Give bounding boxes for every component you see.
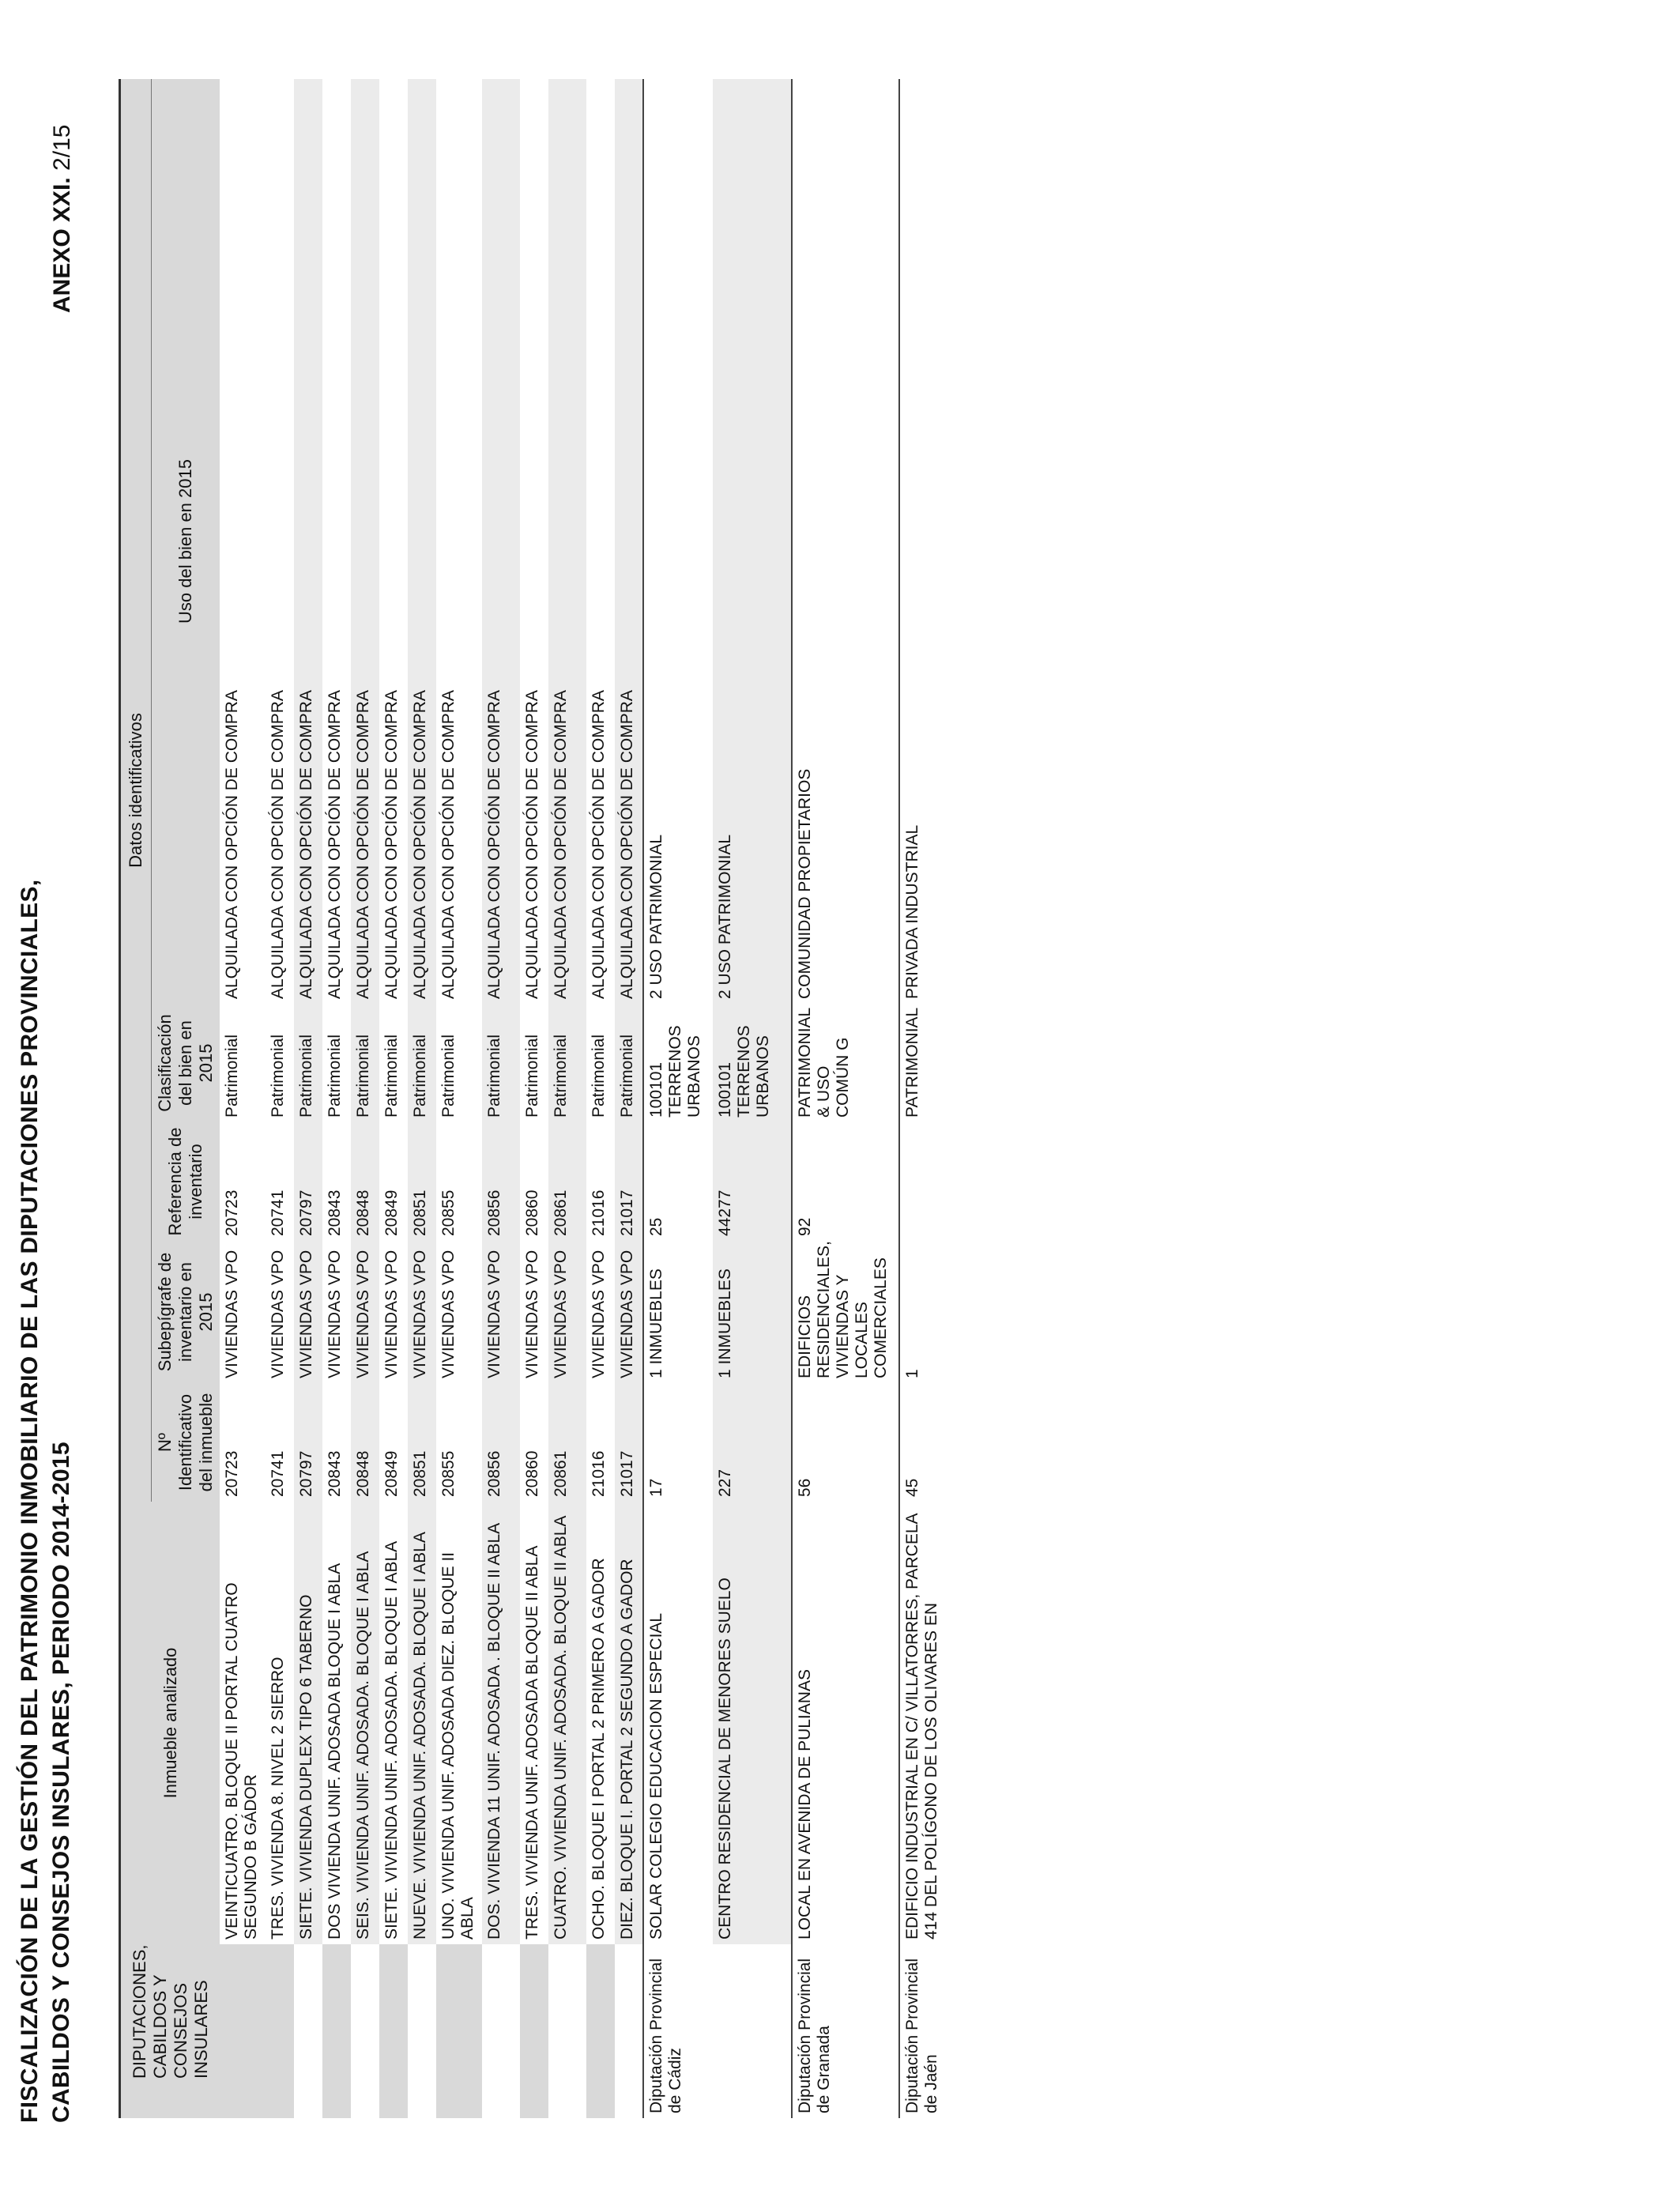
table-cell-ref: 21016: [590, 1189, 608, 1236]
table-cell-entity: [615, 1944, 643, 2118]
table-cell-entity: Diputación Provincial de Cádiz: [643, 1944, 713, 2118]
table-cell-ref: 20851: [408, 1122, 436, 1241]
table-cell-asset: LOCAL EN AVENIDA DE PULIANAS: [792, 1502, 899, 1944]
table-cell-id: 20856: [482, 1383, 520, 1502]
inventory-table: [119, 79, 956, 2118]
table-cell-cls: PATRIMONIAL & USO COMÚN G: [792, 1004, 899, 1122]
table-cell-asset: SEIS. VIVIENDA UNIF. ADOSADA. BLOQUE I ABLA: [351, 1502, 379, 1944]
table-cell-use: ALQUILADA CON OPCIÓN DE COMPRA: [439, 690, 458, 999]
col-header-entity: DIPUTACIONES, CABILDOS Y CONSEJOS INSULARES: [120, 1944, 220, 2118]
table-row: [220, 79, 266, 2118]
table-cell-asset: SOLAR COLEGIO EDUCACION ESPECIAL: [643, 1502, 713, 1944]
table-cell-asset: OCHO. BLOQUE I PORTAL 2 PRIMERO A GADOR: [590, 1558, 608, 1940]
table-cell-sub: VIVIENDAS VPO: [548, 1241, 586, 1383]
table-cell-asset: EDIFICIO INDUSTRIAL EN C/ VILLATORRES, PARCELA 414 DEL POLÍGONO DE LOS OLIVARES EN: [899, 1502, 956, 1944]
col-header-classification: Clasificación del bien en 2015: [152, 1004, 220, 1122]
table-cell-asset: DIEZ. BLOQUE I. PORTAL 2 SEGUNDO A GADOR: [615, 1502, 643, 1944]
table-cell-sub: VIVIENDAS VPO: [590, 1250, 608, 1378]
table-row: [351, 79, 379, 2118]
table-cell-entity: [586, 1944, 615, 2118]
table-cell-asset: SIETE. VIVIENDA UNIF. ADOSADA. BLOQUE I ABLA: [382, 1540, 401, 1940]
table-row: [586, 79, 615, 2118]
table-cell-sub: VIVIENDAS VPO: [382, 1250, 401, 1378]
table-cell-cls: Patrimonial: [382, 1034, 401, 1118]
table-cell-use: ALQUILADA CON OPCIÓN DE COMPRA: [223, 690, 241, 999]
table-cell-sub: VIVIENDAS VPO: [523, 1250, 541, 1378]
table-cell-sub: EDIFICIOS RESIDENCIALES, VIVIENDAS Y LOCALES COMERCIALES: [792, 1241, 899, 1383]
table-cell-asset: TRES. VIVIENDA 8. NIVEL 2 SIERRO: [269, 1657, 287, 1940]
table-cell-entity: [713, 1944, 792, 2118]
table-row: [520, 79, 548, 2118]
table-cell-asset: DOS. VIVIENDA 11 UNIF. ADOSADA . BLOQUE II ABLA: [482, 1502, 520, 1944]
table-cell-id: 20861: [548, 1383, 586, 1502]
table-cell-cls: Patrimonial: [269, 1034, 287, 1118]
table-cell-entity: Diputación Provincial de Granada: [792, 1944, 899, 2118]
table-cell-ref: 92: [792, 1122, 899, 1241]
table-cell-ref: [899, 1122, 956, 1241]
table-cell-entity: [548, 1944, 586, 2118]
annex-name: ANEXO XXI.: [49, 177, 75, 313]
table-cell-ref: 21017: [615, 1122, 643, 1241]
col-header-group: Datos identificativos: [120, 79, 152, 1502]
table-cell-entity: [436, 1944, 482, 2118]
table-cell-entity: [482, 1944, 520, 2118]
table-body: [220, 79, 956, 2118]
table-cell-ref: 20860: [523, 1189, 541, 1236]
table-cell-asset: TRES. VIVIENDA UNIF. ADOSADA BLOQUE II ABLA: [523, 1545, 541, 1940]
table-cell-sub: VIVIENDAS VPO: [351, 1241, 379, 1383]
table-cell-cls: Patrimonial: [223, 1034, 241, 1118]
table-cell-use: ALQUILADA CON OPCIÓN DE COMPRA: [590, 690, 608, 999]
table-cell-ref: 20861: [548, 1122, 586, 1241]
table-cell-entity: [351, 1944, 379, 2118]
header-row-group: [120, 79, 152, 2118]
table-cell-id: 20741: [269, 1450, 287, 1497]
table-cell-cls: Patrimonial: [590, 1034, 608, 1118]
table-cell-asset: SIETE. VIVIENDA DUPLEX TIPO 6 TABERNO: [294, 1502, 322, 1944]
inventory-table-wrapper: [119, 79, 956, 2118]
table-cell-id: 21016: [590, 1450, 608, 1497]
table-row: [408, 79, 436, 2118]
table-cell-cls: Patrimonial: [408, 1004, 436, 1122]
table-cell-use: ALQUILADA CON OPCIÓN DE COMPRA: [382, 690, 401, 999]
table-cell-id: 20855: [439, 1450, 458, 1497]
table-cell-ref: 20843: [326, 1189, 344, 1236]
table-cell-ref: 20856: [482, 1122, 520, 1241]
table-cell-asset: UNO. VIVIENDA UNIF. ADOSADA DIEZ. BLOQUE II ABLA: [439, 1551, 477, 1940]
table-cell-ref: 25: [643, 1122, 713, 1241]
table-cell-ref: 20741: [269, 1189, 287, 1236]
table-cell-ref: 20849: [382, 1189, 401, 1236]
table-cell-sub: 1 INMUEBLES: [643, 1241, 713, 1383]
table-row: [899, 79, 956, 2118]
table-cell-entity: [294, 1944, 322, 2118]
table-cell-use: PRIVADA INDUSTRIAL: [899, 79, 956, 1004]
col-header-use: Uso del bien en 2015: [152, 79, 220, 1004]
document-title: [14, 463, 77, 2123]
table-cell-cls: Patrimonial: [351, 1004, 379, 1122]
table-cell-id: 17: [643, 1383, 713, 1502]
table-cell-sub: 1: [899, 1241, 956, 1383]
col-header-subheading: Subepígrafe de inventario en 2015: [152, 1241, 220, 1383]
table-row: [482, 79, 520, 2118]
table-cell-cls: Patrimonial: [482, 1004, 520, 1122]
table-cell-entity: [379, 1944, 408, 2118]
table-cell-use: ALQUILADA CON OPCIÓN DE COMPRA: [326, 690, 344, 999]
table-row: [713, 79, 792, 2118]
table-cell-use: ALQUILADA CON OPCIÓN DE COMPRA: [482, 79, 520, 1004]
table-cell-ref: 20848: [351, 1122, 379, 1241]
table-cell-id: 20797: [294, 1383, 322, 1502]
table-cell-entity: [322, 1944, 351, 2118]
table-cell-ref: 44277: [713, 1122, 792, 1241]
table-cell-use: 2 USO PATRIMONIAL: [643, 79, 713, 1004]
table-cell-cls: Patrimonial: [439, 1034, 458, 1118]
table-cell-sub: 1 INMUEBLES: [713, 1241, 792, 1383]
annex-label: [49, 84, 76, 313]
table-cell-cls: 100101 TERRENOS URBANOS: [643, 1004, 713, 1122]
table-cell-entity: [266, 1944, 294, 2118]
table-cell-id: 20848: [351, 1383, 379, 1502]
table-cell-entity: Diputación Provincial de Jaén: [899, 1944, 956, 2118]
table-cell-use: ALQUILADA CON OPCIÓN DE COMPRA: [523, 690, 541, 999]
table-row: [294, 79, 322, 2118]
table-cell-id: 20849: [382, 1450, 401, 1497]
table-cell-use: ALQUILADA CON OPCIÓN DE COMPRA: [615, 79, 643, 1004]
table-cell-sub: VIVIENDAS VPO: [269, 1250, 287, 1378]
table-cell-sub: VIVIENDAS VPO: [482, 1241, 520, 1383]
table-row: [548, 79, 586, 2118]
col-header-reference: Referencia de inventario: [152, 1122, 220, 1241]
table-cell-id: 20851: [408, 1383, 436, 1502]
table-cell-use: ALQUILADA CON OPCIÓN DE COMPRA: [294, 79, 322, 1004]
table-cell-asset: CUATRO. VIVIENDA UNIF. ADOSADA. BLOQUE II ABLA: [548, 1502, 586, 1944]
table-cell-ref: 20797: [294, 1122, 322, 1241]
table-cell-asset: VEINTICUATRO. BLOQUE II PORTAL CUATRO SEGUNDO B GÁDOR: [223, 1582, 260, 1940]
table-row: [436, 79, 482, 2118]
table-cell-sub: VIVIENDAS VPO: [615, 1241, 643, 1383]
table-cell-sub: VIVIENDAS VPO: [294, 1241, 322, 1383]
annex-page-number: 2/15: [49, 124, 75, 171]
table-row: [615, 79, 643, 2118]
table-row: [379, 79, 408, 2118]
table-cell-cls: Patrimonial: [326, 1034, 344, 1118]
table-cell-entity: [220, 1944, 266, 2118]
table-cell-sub: VIVIENDAS VPO: [408, 1241, 436, 1383]
table-cell-cls: Patrimonial: [523, 1034, 541, 1118]
table-cell-cls: Patrimonial: [548, 1004, 586, 1122]
table-row: [643, 79, 713, 2118]
table-cell-use: ALQUILADA CON OPCIÓN DE COMPRA: [351, 79, 379, 1004]
title-line-2: CABILDOS Y CONSEJOS INSULARES, PERIODO 2014-2015: [48, 1442, 74, 2123]
table-row: [266, 79, 294, 2118]
table-cell-sub: VIVIENDAS VPO: [326, 1250, 344, 1378]
table-cell-ref: 20723: [223, 1189, 241, 1236]
table-cell-cls: Patrimonial: [615, 1004, 643, 1122]
col-header-asset: Inmueble analizado: [120, 1502, 220, 1944]
table-cell-ref: 20855: [439, 1189, 458, 1236]
table-cell-asset: CENTRO RESIDENCIAL DE MENORES SUELO: [713, 1502, 792, 1944]
table-cell-cls: Patrimonial: [294, 1004, 322, 1122]
table-cell-id: 21017: [615, 1383, 643, 1502]
table-cell-use: ALQUILADA CON OPCIÓN DE COMPRA: [269, 690, 287, 999]
table-cell-use: ALQUILADA CON OPCIÓN DE COMPRA: [548, 79, 586, 1004]
table-cell-use: 2 USO PATRIMONIAL: [713, 79, 792, 1004]
table-cell-use: COMUNIDAD PROPIETARIOS: [792, 79, 899, 1004]
title-line-1: FISCALIZACIÓN DE LA GESTIÓN DEL PATRIMONIO INMOBILIARIO DE LAS DIPUTACIONES PROVINCIALES,: [17, 879, 43, 2123]
table-cell-entity: [520, 1944, 548, 2118]
table-cell-id: 45: [899, 1383, 956, 1502]
table-cell-id: 56: [792, 1383, 899, 1502]
table-cell-use: ALQUILADA CON OPCIÓN DE COMPRA: [408, 79, 436, 1004]
table-cell-sub: VIVIENDAS VPO: [223, 1250, 241, 1378]
table-row: [792, 79, 899, 2118]
table-row: [322, 79, 351, 2118]
col-header-id-number: Nº Identificativo del inmueble: [152, 1383, 220, 1502]
table-cell-id: 20843: [326, 1450, 344, 1497]
table-cell-asset: DOS VIVIENDA UNIF. ADOSADA BLOQUE I ABLA: [326, 1563, 344, 1940]
table-cell-cls: 100101 TERRENOS URBANOS: [713, 1004, 792, 1122]
table-cell-id: 227: [713, 1383, 792, 1502]
table-cell-id: 20860: [523, 1450, 541, 1497]
table-cell-cls: PATRIMONIAL: [899, 1004, 956, 1122]
table-cell-entity: [408, 1944, 436, 2118]
table-cell-asset: NUEVE. VIVIENDA UNIF. ADOSADA. BLOQUE I ABLA: [408, 1502, 436, 1944]
table-cell-sub: VIVIENDAS VPO: [439, 1250, 458, 1378]
table-cell-id: 20723: [223, 1450, 241, 1497]
